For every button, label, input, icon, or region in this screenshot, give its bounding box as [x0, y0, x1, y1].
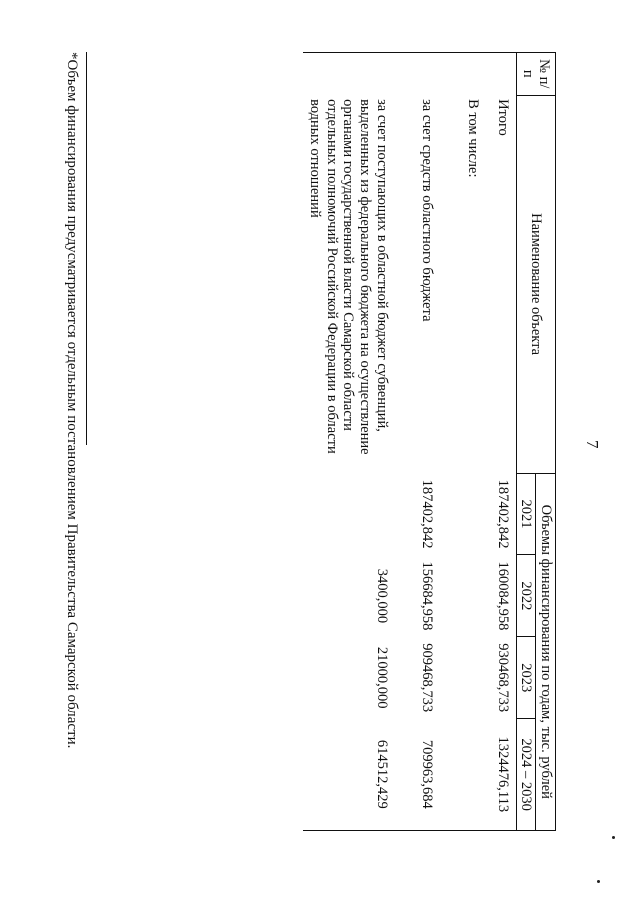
row-name: Итого — [494, 99, 511, 136]
row-name: за счет поступающих в областной бюджет субвенций, выделенных из федерального бюджета на осуществление органами государственной власти Самарской области отдельных полномочий Российской Федерации в области водных отношений — [306, 99, 390, 455]
value-cell: 187402,842 — [494, 479, 511, 549]
value-cell — [438, 637, 484, 719]
scan-speck — [612, 836, 615, 839]
row-name: В том числе: — [464, 99, 481, 178]
column-header-object-name: Наименование объекта — [516, 95, 555, 473]
value-cell: 909468,733 — [419, 643, 436, 713]
table-row-federal-subventions — [303, 53, 392, 831]
row-number — [438, 53, 484, 96]
value-cell: 930468,733 — [494, 643, 511, 713]
table-row-including — [438, 53, 484, 831]
value-cell — [438, 555, 484, 637]
value-cell: 614512,429 — [303, 719, 392, 831]
value-cell: 160084,958 — [494, 561, 511, 631]
table-row-regional-budget — [393, 53, 439, 831]
value-cell: 709963,684 — [393, 719, 439, 831]
footnote-divider — [86, 52, 87, 445]
row-number — [393, 53, 439, 96]
funding-table — [303, 52, 556, 831]
page-number: 7 — [583, 440, 602, 449]
value-cell: 1324476,113 — [484, 719, 516, 831]
footnote: *Объем финансирования предусматривается отдельным постановлением Правительства Самарской области. — [64, 52, 80, 749]
column-header-number: № п/п — [516, 53, 555, 96]
value-cell: 3400,000 — [373, 568, 390, 624]
row-number — [484, 53, 516, 96]
value-cell: 187402,842 — [419, 479, 436, 549]
column-header-year: 2022 — [516, 555, 536, 637]
scan-speck — [597, 880, 600, 883]
value-cell — [303, 473, 392, 555]
value-cell — [438, 473, 484, 555]
column-header-year: 2024 – 2030 — [516, 719, 536, 831]
value-cell: 21000,000 — [373, 646, 390, 709]
value-cell — [438, 719, 484, 831]
row-name: за счет средств областного бюджета — [419, 99, 436, 322]
value-cell: 156684,958 — [419, 561, 436, 631]
table-row-total — [484, 53, 516, 831]
column-header-year: 2023 — [516, 637, 536, 719]
row-number — [303, 53, 392, 96]
column-header-funding: Объемы финансирования по годам, тыс. рублей — [536, 473, 556, 830]
column-header-year: 2021 — [516, 473, 536, 555]
